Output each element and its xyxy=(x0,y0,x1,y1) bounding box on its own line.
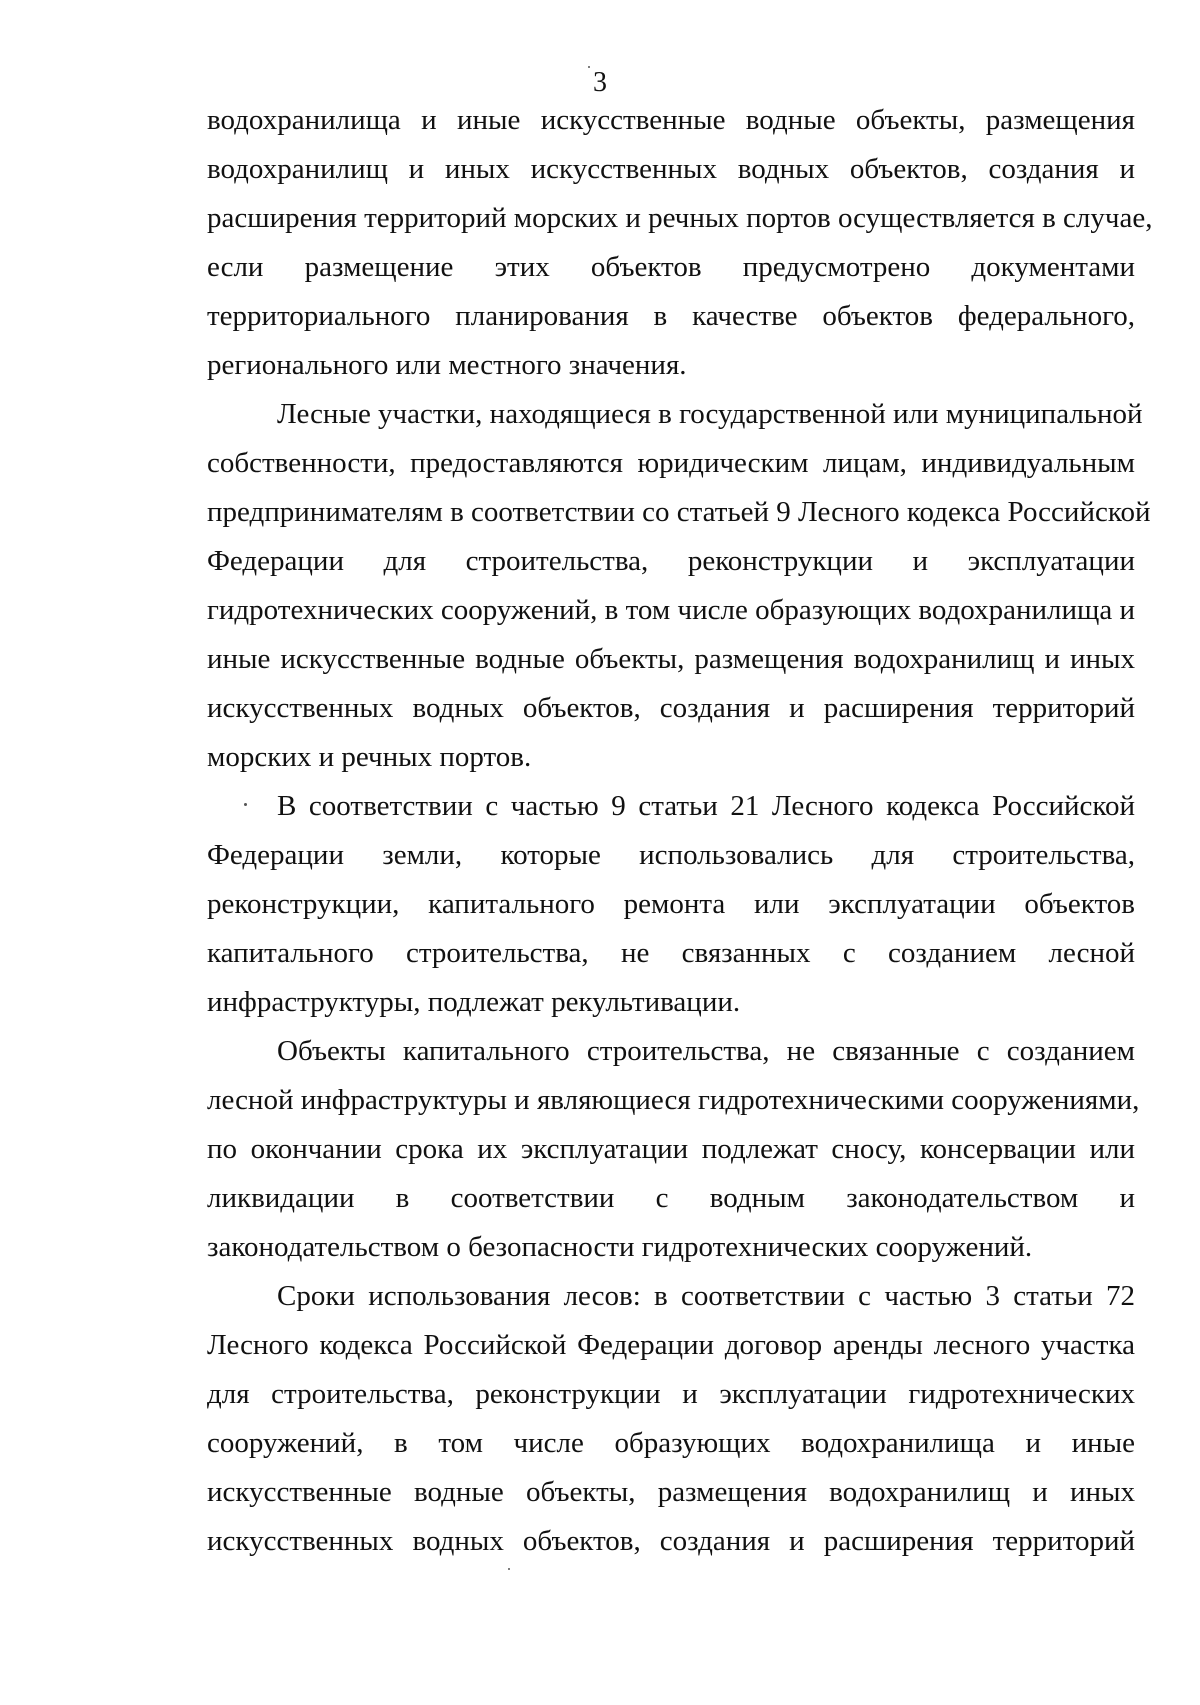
text-line: законодательством о безопасности гидротехнических сооружений. xyxy=(207,1231,1033,1263)
text-line: Федерации для строительства, реконструкции и эксплуатации xyxy=(207,545,1135,577)
scan-speck xyxy=(244,803,247,806)
text-line: Федерации земли, которые использовались для строительства, xyxy=(207,839,1135,871)
text-line: водохранилища и иные искусственные водные объекты, размещения xyxy=(207,104,1135,136)
paragraph xyxy=(207,390,1151,782)
text-line: если размещение этих объектов предусмотрено документами xyxy=(207,251,1135,283)
text-line: ликвидации в соответствии с водным законодательством и xyxy=(207,1182,1135,1214)
paragraph xyxy=(207,1272,1135,1566)
scan-speck xyxy=(588,66,590,68)
text-line: Объекты капитального строительства, не связанные с созданием xyxy=(277,1035,1135,1067)
document-body xyxy=(207,96,1153,1566)
text-line: В соответствии с частью 9 статьи 21 Лесного кодекса Российской xyxy=(277,790,1135,822)
text-line: регионального или местного значения. xyxy=(207,349,687,381)
text-line: сооружений, в том числе образующих водохранилища и иные xyxy=(207,1427,1135,1459)
text-line: гидротехнических сооружений, в том числе образующих водохранилища и xyxy=(207,594,1135,626)
text-line: искусственных водных объектов, создания и расширения территорий xyxy=(207,1525,1135,1557)
paragraph xyxy=(207,782,1135,1027)
text-line: для строительства, реконструкции и эксплуатации гидротехнических xyxy=(207,1378,1135,1410)
text-line: собственности, предоставляются юридическим лицам, индивидуальным xyxy=(207,447,1135,479)
text-line: Сроки использования лесов: в соответствии с частью 3 статьи 72 xyxy=(277,1280,1135,1312)
text-line: Лесные участки, находящиеся в государственной или муниципальной xyxy=(277,398,1143,430)
text-line: морских и речных портов. xyxy=(207,741,532,773)
text-line: по окончании срока их эксплуатации подлежат сносу, консервации или xyxy=(207,1133,1135,1165)
text-line: Лесного кодекса Российской Федерации договор аренды лесного участка xyxy=(207,1329,1135,1361)
text-line: реконструкции, капитального ремонта или эксплуатации объектов xyxy=(207,888,1135,920)
text-line: водохранилищ и иных искусственных водных объектов, создания и xyxy=(207,153,1135,185)
text-line: расширения территорий морских и речных портов осуществляется в случае, xyxy=(207,202,1153,234)
scan-speck xyxy=(508,1568,510,1570)
text-line: иные искусственные водные объекты, размещения водохранилищ и иных xyxy=(207,643,1135,675)
text-line: предпринимателям в соответствии со статьей 9 Лесного кодекса Российской xyxy=(207,496,1151,528)
text-line: искусственных водных объектов, создания и расширения территорий xyxy=(207,692,1135,724)
text-line: инфраструктуры, подлежат рекультивации. xyxy=(207,986,741,1018)
text-line: капитального строительства, не связанных с созданием лесной xyxy=(207,937,1135,969)
paragraph xyxy=(207,1027,1140,1272)
page-number: 3 xyxy=(593,67,607,98)
text-line: искусственные водные объекты, размещения водохранилищ и иных xyxy=(207,1476,1135,1508)
text-line: территориального планирования в качестве объектов федерального, xyxy=(207,300,1135,332)
paragraph xyxy=(207,96,1153,390)
text-line: лесной инфраструктуры и являющиеся гидротехническими сооружениями, xyxy=(207,1084,1140,1116)
